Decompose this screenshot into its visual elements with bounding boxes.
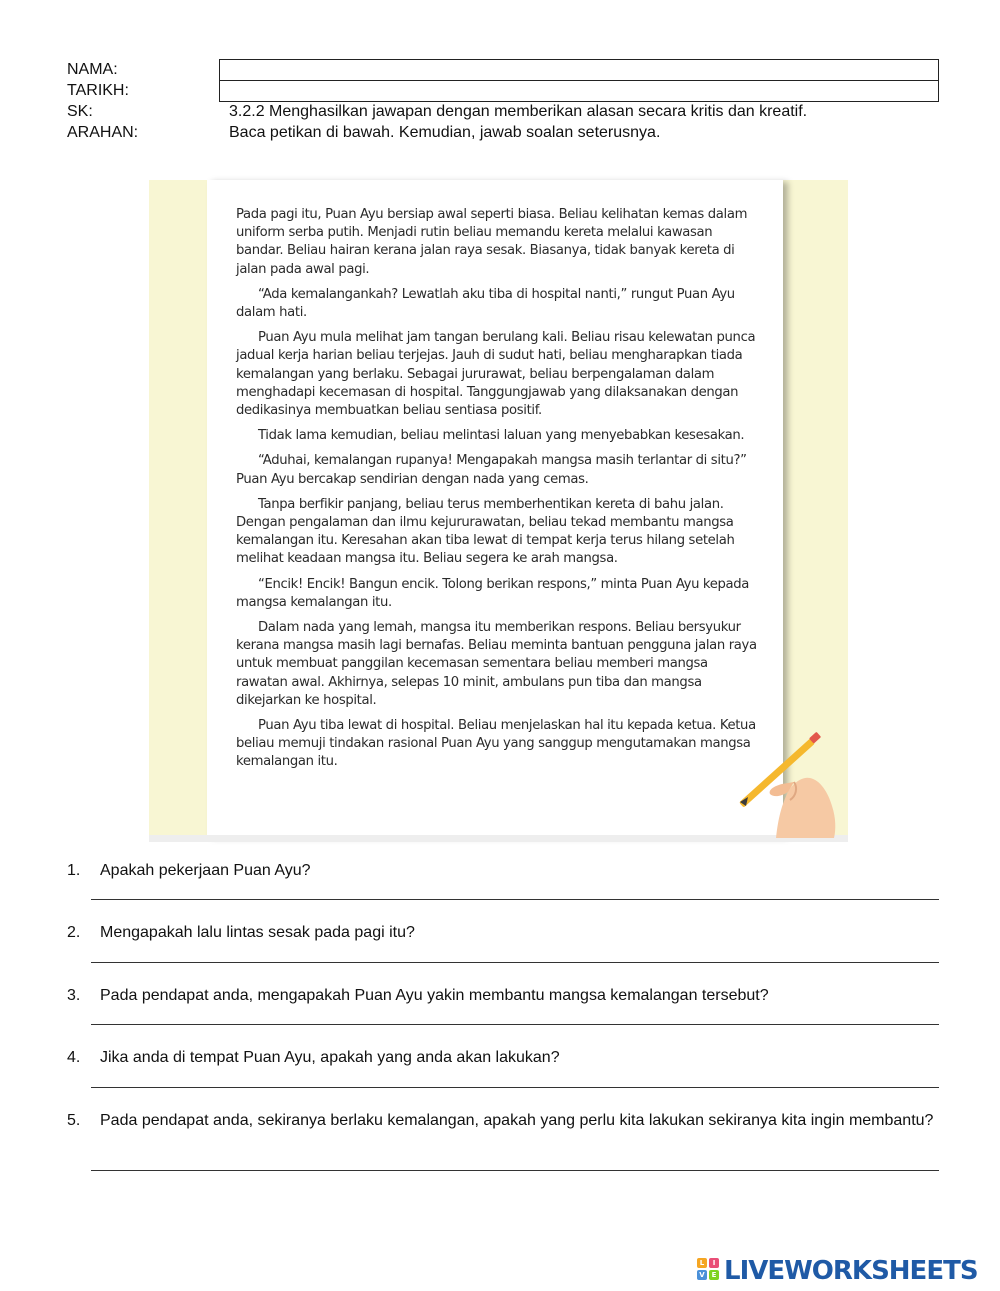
passage-paragraph-9: Puan Ayu tiba lewat di hospital. Beliau menjelaskan hal itu kepada ketua. Ketua beliau memuji tindakan rasional Puan Ayu yang sanggup mengutamakan mangsa kemalangan itu.: [236, 718, 756, 770]
passage-paragraph-5: “Aduhai, kemalangan rupanya! Mengapakah mangsa masih terlantar di situ?” Puan Ayu bercakap sendirian dengan nada yang cemas.: [236, 453, 747, 487]
logo-letter: I: [709, 1258, 719, 1268]
question-text: Pada pendapat anda, sekiranya berlaku kemalangan, apakah yang perlu kita lakukan sekiranya kita ingin membantu?: [100, 1112, 934, 1129]
nama-field[interactable]: [219, 59, 939, 81]
passage-paragraph-8: Dalam nada yang lemah, mangsa itu memberikan respons. Beliau bersyukur kerana mangsa masih lagi bernafas. Beliau meminta bantuan pengguna jalan raya untuk membuat panggilan kecemasan sementara beliau memberi mangsa rawatan awal. Akhirnya, selepas 10 minit, ambulans pun tiba dan mangsa dikejarkan ke hospital.: [236, 620, 757, 708]
answer-line-4[interactable]: [91, 1087, 939, 1088]
logo-text: LIVEWORKSHEETS: [724, 1256, 978, 1286]
tarikh-label: TARIKH:: [67, 82, 129, 99]
answer-line-3[interactable]: [91, 1024, 939, 1025]
hand-pencil-icon: [736, 726, 840, 838]
passage-text: [236, 206, 758, 779]
answer-line-5[interactable]: [91, 1170, 939, 1171]
passage-paragraph-4: Tidak lama kemudian, beliau melintasi laluan yang menyebabkan kesesakan.: [258, 428, 745, 444]
passage-paragraph-7: “Encik! Encik! Bangun encik. Tolong berikan respons,” minta Puan Ayu kepada mangsa kemalangan itu.: [236, 576, 750, 610]
question-number: 1.: [67, 862, 81, 879]
question-text: Mengapakah lalu lintas sesak pada pagi itu?: [100, 924, 415, 941]
sk-label: SK:: [67, 103, 93, 120]
passage-paragraph-3: Puan Ayu mula melihat jam tangan berulang kali. Beliau risau kelewatan punca jadual kerja harian beliau terjejas. Jauh di sudut hati, beliau mengharapkan tiada kemalangan yang berlaku. Sebagai jururawat, beliau berpengalaman dalam menghadapi kecemasan di hospital. Tanggungjawab yang dilaksanakan dengan dedikasinya membuatkan beliau sentiasa positif.: [236, 330, 756, 419]
question-text: Apakah pekerjaan Puan Ayu?: [100, 862, 311, 879]
question-text: Jika anda di tempat Puan Ayu, apakah yang anda akan lakukan?: [100, 1049, 560, 1066]
answer-line-1[interactable]: [91, 899, 939, 900]
liveworksheets-logo: [697, 1256, 978, 1286]
passage-paragraph-2: “Ada kemalangankah? Lewatlah aku tiba di hospital nanti,” rungut Puan Ayu dalam hati.: [236, 286, 735, 321]
arahan-label: ARAHAN:: [67, 124, 139, 141]
tarikh-field[interactable]: [219, 80, 939, 102]
logo-letter: L: [697, 1258, 707, 1268]
question-number: 5.: [67, 1112, 81, 1129]
arahan-text: Baca petikan di bawah. Kemudian, jawab soalan seterusnya.: [229, 124, 661, 141]
question-number: 3.: [67, 987, 81, 1004]
question-number: 4.: [67, 1049, 81, 1066]
nama-label: NAMA:: [67, 61, 118, 78]
question-text: Pada pendapat anda, mengapakah Puan Ayu yakin membantu mangsa kemalangan tersebut?: [100, 987, 769, 1004]
passage-paragraph-6: Tanpa berfikir panjang, beliau terus memberhentikan kereta di bahu jalan. Dengan pengalaman dan ilmu kejururawatan, beliau tekad membantu mangsa kemalangan itu. Keresahan akan tiba lewat di tempat kerja terus hilang setelah melihat keadaan mangsa itu. Beliau segera ke arah mangsa.: [236, 496, 735, 567]
passage-paragraph-1: Pada pagi itu, Puan Ayu bersiap awal seperti biasa. Beliau kelihatan kemas dalam uniform serba putih. Menjadi rutin beliau memandu kereta melalui kawasan bandar. Beliau hairan kerana jalan raya sesak. Biasanya, tidak banyak kereta di jalan pada awal pagi.: [236, 207, 748, 277]
logo-letter: E: [709, 1270, 719, 1280]
sk-text: 3.2.2 Menghasilkan jawapan dengan memberikan alasan secara kritis dan kreatif.: [229, 103, 808, 120]
answer-line-2[interactable]: [91, 962, 939, 963]
logo-letter: V: [697, 1270, 707, 1280]
logo-mark-icon: [697, 1258, 721, 1284]
question-number: 2.: [67, 924, 81, 941]
